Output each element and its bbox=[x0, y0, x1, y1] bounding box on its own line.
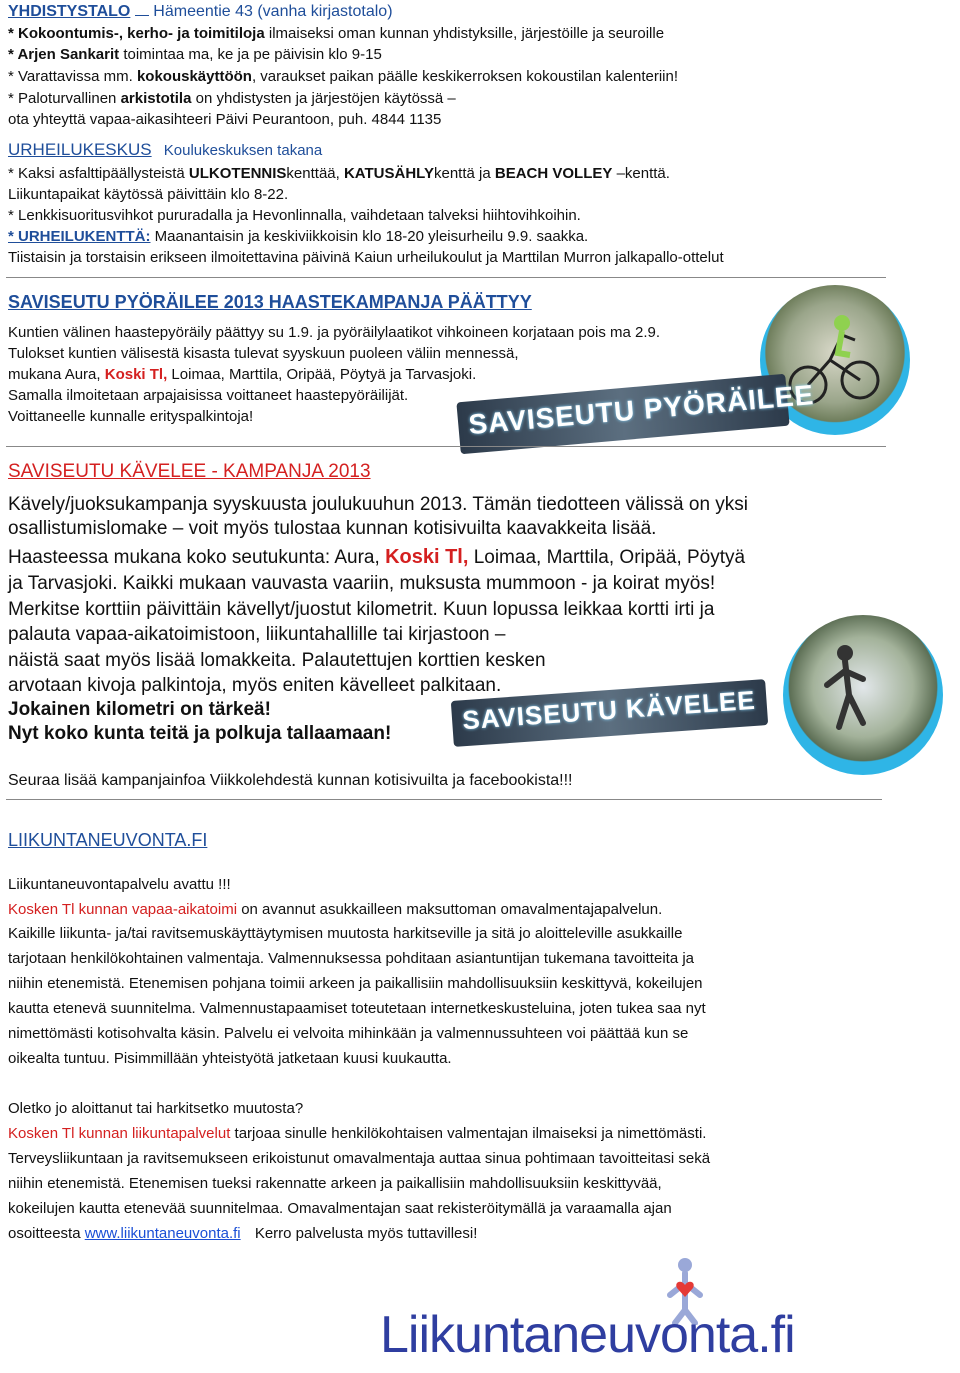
divider-2 bbox=[6, 446, 886, 447]
liikuntaneuvonta-line-6: kautta etenevä suunnitelma. Valmennustapaamiset toteutetaan internetkeskusteluina, joten tukea saa nyt bbox=[8, 1000, 706, 1017]
kavelee-title: SAVISEUTU KÄVELEE - KAMPANJA 2013 bbox=[8, 461, 371, 482]
yhdistystalo-line-4: * Paloturvallinen arkistotila on yhdistysten ja järjestöjen käytössä – bbox=[8, 90, 456, 107]
pyorailee-line-4: Samalla ilmoitetaan arpajaisissa voittaneet haastepyöräilijät. bbox=[8, 387, 409, 404]
pyorailee-line-3: mukana Aura, Koski Tl, Loimaa, Marttila, Oripää, Pöytyä ja Tarvasjoki. bbox=[8, 366, 477, 383]
kavelee-line-11: Seuraa lisää kampanjainfoa Viikkolehdestä kunnan kotisivuilta ja facebookista!!! bbox=[8, 772, 573, 789]
urheilukeskus-line-2: Liikuntapaikat käytössä päivittäin klo 8-22. bbox=[8, 186, 289, 203]
urheilukeskus-title: URHEILUKESKUS bbox=[8, 140, 152, 159]
liikuntaneuvonta-line-1: Liikuntaneuvontapalvelu avattu !!! bbox=[8, 876, 231, 893]
runner-photo bbox=[783, 615, 943, 775]
divider-3 bbox=[6, 799, 882, 800]
urheilukeskus-line-4: * URHEILUKENTTÄ: Maanantaisin ja keskiviikkoisin klo 18-20 yleisurheilu 9.9. saakka. bbox=[8, 228, 589, 245]
yhdistystalo-line-5: ota yhteyttä vapaa-aikasihteeri Päivi Peurantoon, puh. 4844 1135 bbox=[8, 111, 442, 128]
pyorailee-line-2: Tulokset kuntien välisestä kisasta tulevat syyskuun puoleen väliin mennessä, bbox=[8, 345, 519, 362]
kavelee-line-6: palauta vapaa-aikatoimistoon, liikuntahallille tai kirjastoon – bbox=[8, 624, 506, 645]
urheilukeskus-line-5: Tiistaisin ja torstaisin erikseen ilmoitettavina päivinä Kaiun urheilukoulut ja Marttilan Murron jalkapallo-ottelut bbox=[8, 249, 724, 266]
urheilukeskus-line-3: * Lenkkisuoritusvihkot pururadalla ja Hevonlinnalla, vaihdetaan talveksi hiihtovihkoihin. bbox=[8, 207, 581, 224]
liikuntaneuvonta-line-2: Kosken Tl kunnan vapaa-aikatoimi on avannut asukkailleen maksuttoman omavalmentajapalvelun. bbox=[8, 901, 663, 918]
liikuntaneuvonta-line-9: Oletko jo aloittanut tai harkitsetko muutosta? bbox=[8, 1100, 304, 1117]
kavelee-line-4: ja Tarvasjoki. Kaikki mukaan vauvasta vaariin, muksusta mummoon - ja koirat myös! bbox=[8, 573, 716, 594]
kavelee-line-7: näistä saat myös lisää lomakkeita. Palautettujen korttien kesken bbox=[8, 650, 546, 671]
yhdistystalo-title: YHDISTYSTALO bbox=[8, 3, 131, 20]
kavelee-banner-text: SAVISEUTU KÄVELEE bbox=[461, 684, 757, 736]
pyorailee-banner-text: SAVISEUTU PYÖRÄILEE bbox=[467, 378, 816, 441]
yhdistystalo-line-1: * Kokoontumis-, kerho- ja toimitiloja ilmaiseksi oman kunnan yhdistyksille, järjestöille ja seuroille bbox=[8, 25, 665, 42]
kavelee-line-2: osallistumislomake – voit myös tulostaa kunnan kotisivuilta kaavakkeita lisää. bbox=[8, 518, 657, 539]
urheilukeskus-line-1: * Kaksi asfalttipäällysteistä ULKOTENNISkenttää, KATUSÄHLYkenttä ja BEACH VOLLEY –kenttä. bbox=[8, 165, 670, 182]
kavelee-line-8: arvotaan kivoja palkintoja, myös eniten kävelleet palkitaan. bbox=[8, 675, 502, 696]
urheilukeskus-subtitle: Koulukeskuksen takana bbox=[163, 142, 323, 159]
liikuntaneuvonta-link[interactable]: www.liikuntaneuvonta.fi bbox=[84, 1225, 241, 1242]
liikuntaneuvonta-line-8: oikealta tuntuu. Pisimmillään yhteistyötä jatketaan kuusi kuukautta. bbox=[8, 1050, 452, 1067]
kavelee-line-9: Jokainen kilometri on tärkeä! bbox=[8, 699, 271, 720]
yhdistystalo-address: Hämeentie 43 (vanha kirjastotalo) bbox=[153, 3, 393, 20]
kavelee-line-3: Haasteessa mukana koko seutukunta: Aura, Koski Tl, Loimaa, Marttila, Oripää, Pöytyä bbox=[8, 546, 746, 568]
liikuntaneuvonta-line-3: Kaikille liikunta- ja/tai ravitsemuskäyttäytymisen muutosta harkitseville ja sitä jo aloitteleville asukkaille bbox=[8, 925, 683, 942]
liikuntaneuvonta-line-7: nimettömästi kotisohvalta käsin. Palvelu ei velvoita mihinkään ja valmennussuhteen voi päättää kun se bbox=[8, 1025, 689, 1042]
kavelee-line-10: Nyt koko kunta teitä ja polkuja tallaamaan! bbox=[8, 723, 392, 744]
pyorailee-line-5: Voittaneelle kunnalle erityspalkintoja! bbox=[8, 408, 254, 425]
urheilukeskus-heading bbox=[8, 137, 322, 163]
liikuntaneuvonta-line-12: niihin etenemistä. Etenemisen tueksi rakennatte arkeen ja paikallisiin mahdollisuuksiin keskittyvää, bbox=[8, 1175, 662, 1192]
liikuntaneuvonta-line-11: Terveysliikuntaan ja ravitsemukseen erikoistunut omavalmentaja auttaa sinua pohtimaan tavoitteitasi sekä bbox=[8, 1150, 711, 1167]
liikuntaneuvonta-line-5: niihin etenemistä. Etenemisen pohjana toimii arkeen ja paikallisiin mahdollisuuksiin keskittyvä, kokeilujen bbox=[8, 975, 703, 992]
liikuntaneuvonta-line-10: Kosken Tl kunnan liikuntapalvelut tarjoaa sinulle henkilökohtaisen valmentajan ilmaiseksi ja nimettömästi. bbox=[8, 1125, 707, 1142]
pyorailee-line-1: Kuntien välinen haastepyöräily päättyy su 1.9. ja pyöräilylaatikot vihkoineen korjataan pois ma 2.9. bbox=[8, 324, 661, 341]
yhdistystalo-line-2: * Arjen Sankarit toimintaa ma, ke ja pe päivisin klo 9-15 bbox=[8, 46, 382, 63]
logo-text: Liikuntaneuvonta.fi bbox=[380, 1306, 795, 1364]
liikuntaneuvonta-line-4: tarjotaan henkilökohtainen valmentaja. Valmennuksessa pohditaan asiantuntijan tukemana tavoitteita ja bbox=[8, 950, 695, 967]
liikuntaneuvonta-line-13: kokeilujen kautta etenevää suunnitelmaa. Omavalmentajan saat rekisteröitymällä ja varaamalla ajan bbox=[8, 1200, 672, 1217]
liikuntaneuvonta-line-14: osoitteesta www.liikuntaneuvonta.fi Kerro palvelusta myös tuttavillesi! bbox=[8, 1225, 478, 1242]
liikuntaneuvonta-logo bbox=[380, 1255, 795, 1365]
liikuntaneuvonta-title: LIIKUNTANEUVONTA.FI bbox=[8, 830, 208, 850]
pyorailee-title: SAVISEUTU PYÖRÄILEE 2013 HAASTEKAMPANJA PÄÄTTYY bbox=[8, 292, 532, 312]
kavelee-line-5: Merkitse korttiin päivittäin kävellyt/juostut kilometrit. Kuun lopussa leikkaa kortti irti ja bbox=[8, 599, 715, 620]
kavelee-line-1: Kävely/juoksukampanja syyskuusta joulukuuhun 2013. Tämän tiedotteen välissä on yksi bbox=[8, 494, 749, 515]
yhdistystalo-line-3: * Varattavissa mm. kokouskäyttöön, varaukset paikan päälle keskikerroksen kokoustilan kalenteriin! bbox=[8, 68, 679, 85]
divider-1 bbox=[6, 277, 886, 278]
